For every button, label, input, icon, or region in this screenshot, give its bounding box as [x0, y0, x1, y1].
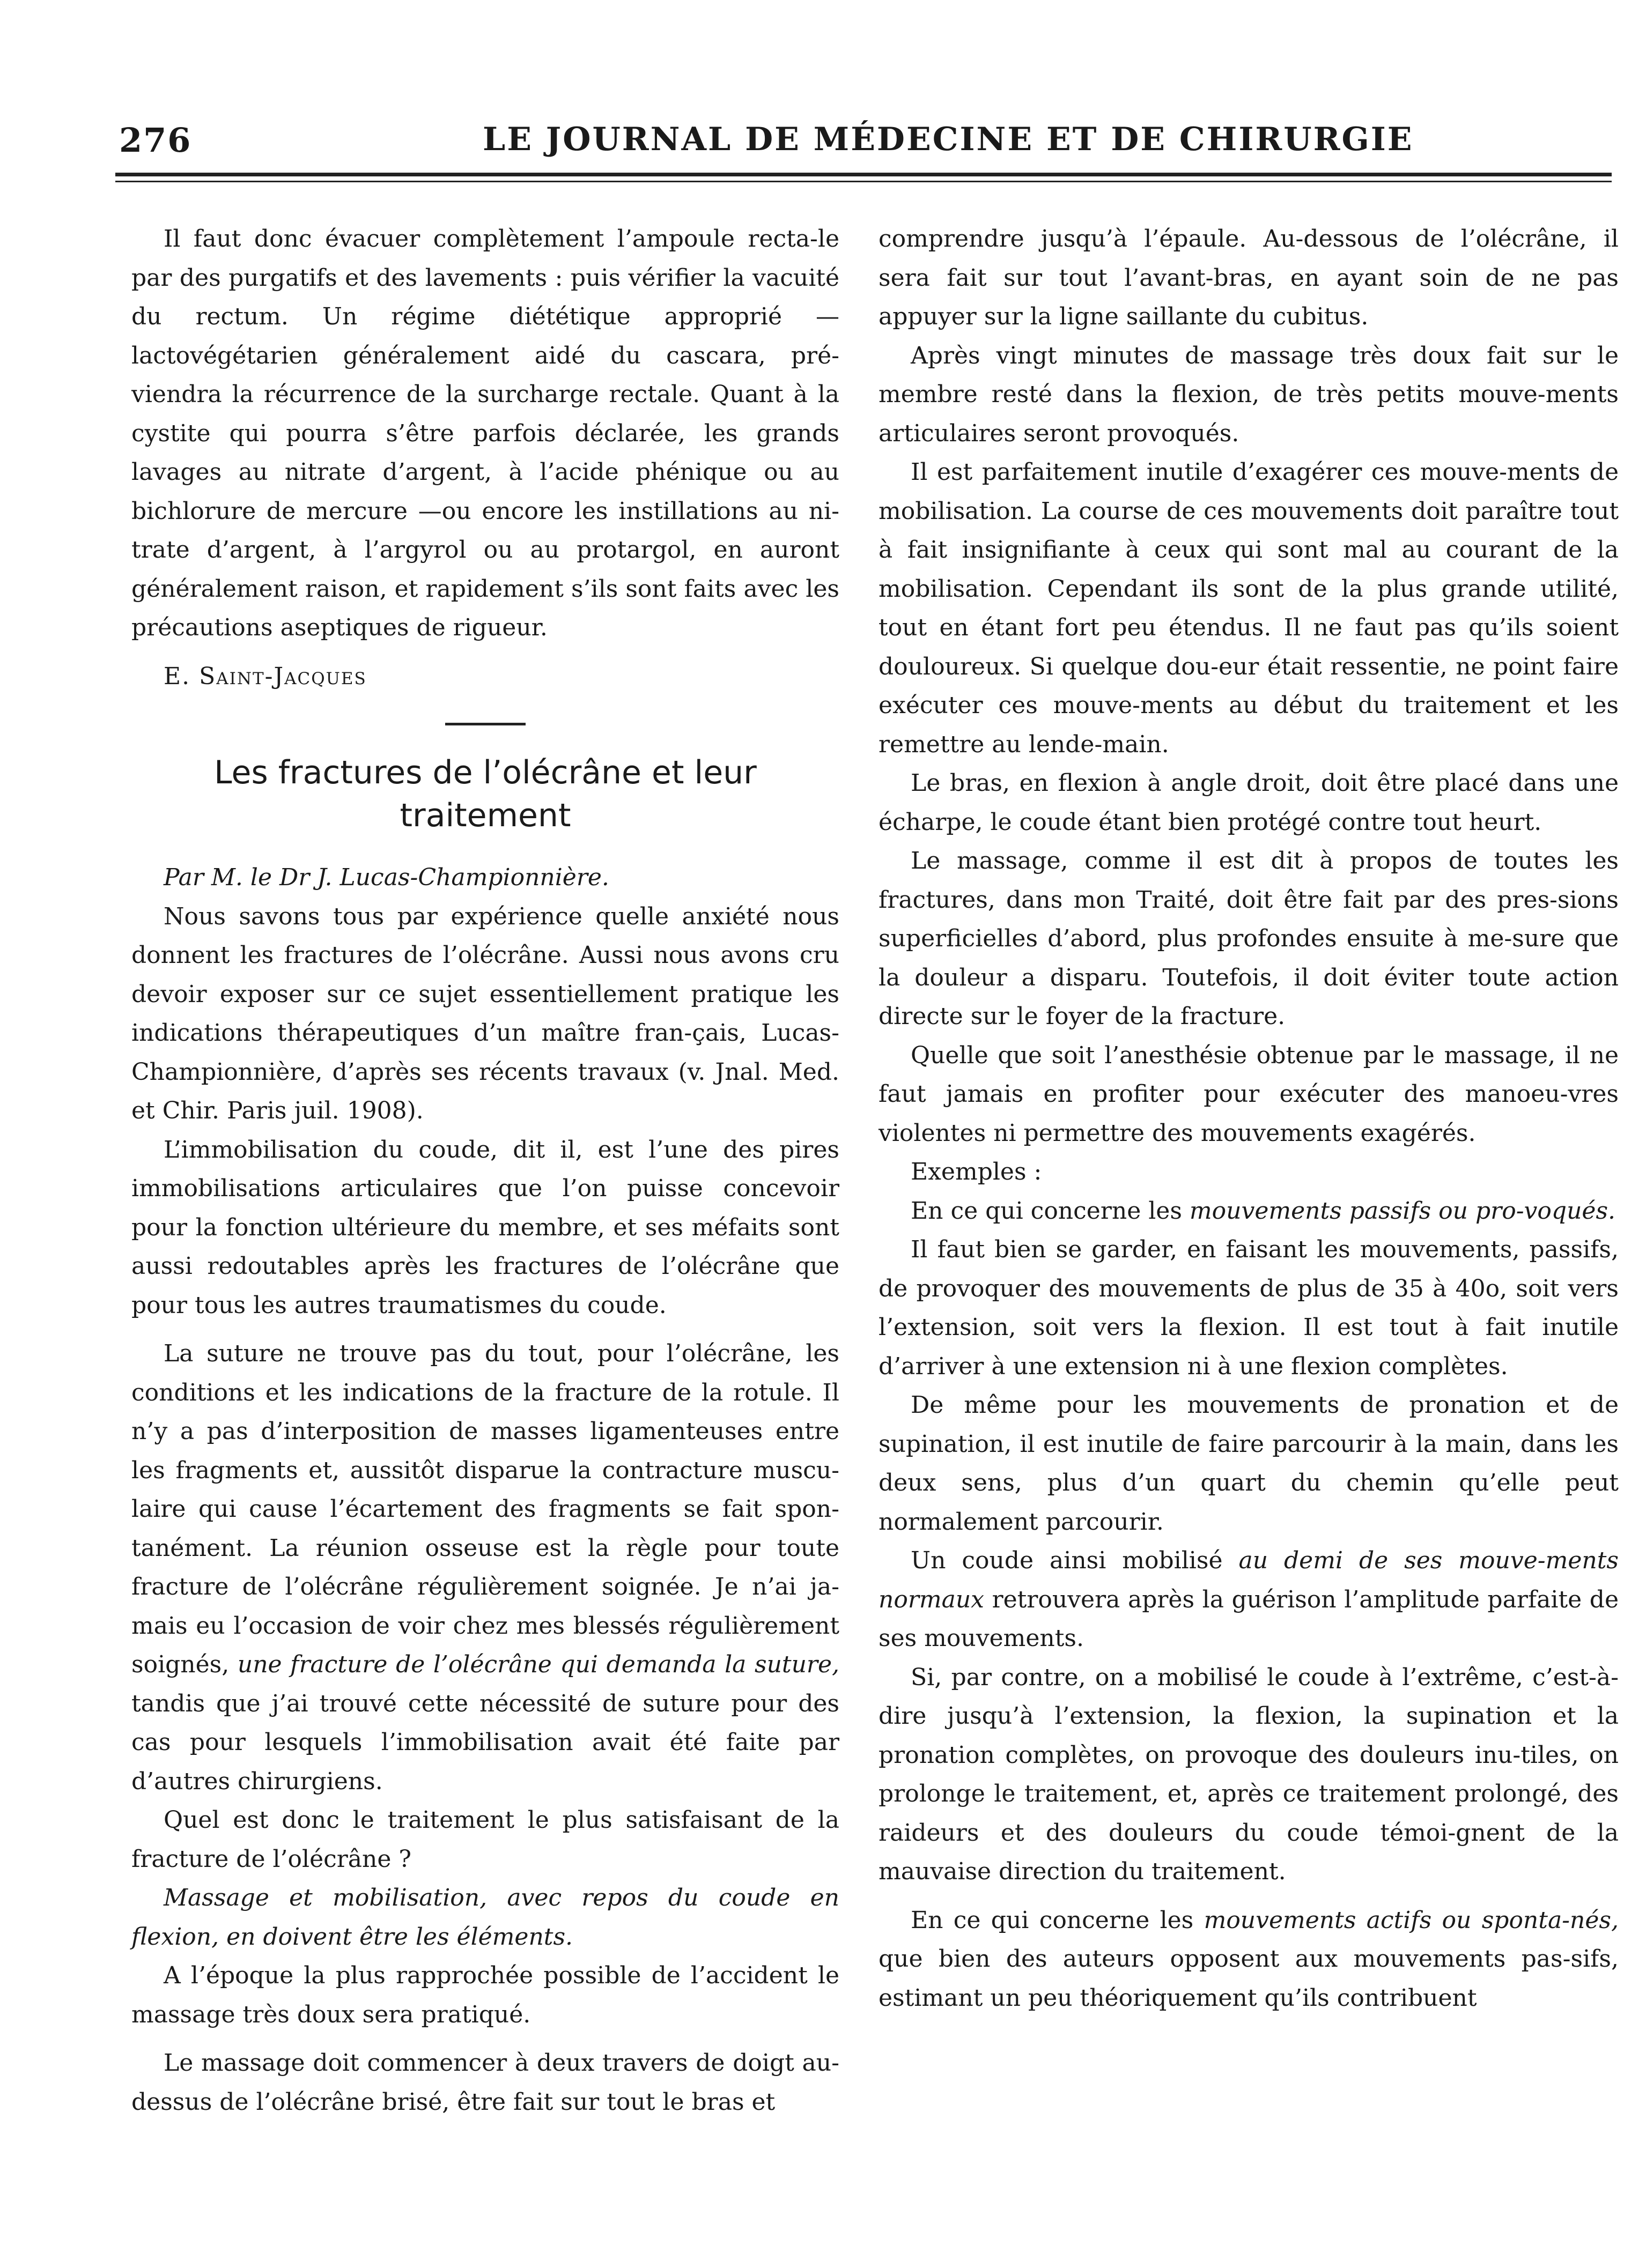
header-rule-thin [115, 181, 1612, 182]
paragraph-emphasis: mouvements passifs ou pro-voqués. [1189, 1197, 1616, 1225]
paragraph: comprendre jusqu’à l’épaule. Au-dessous de l’olécrâne, il sera fait sur tout l’avant-bras, en ayant soin de ne pas appuyer sur la ligne saillante du cubitus. [879, 225, 1619, 330]
paragraph: A l’époque la plus rapprochée possible de l’accident le massage très doux sera pratiqué. [131, 1962, 839, 2028]
paragraph: De même pour les mouvements de pronation et de supination, il est inutile de faire parcourir à la main, dans les deux sens, plus d’un quart du chemin qu’elle peut normalement parcourir. [879, 1391, 1619, 1536]
paragraph: Exemples : [911, 1158, 1042, 1185]
paragraph-emphasis: une fracture de l’olécrâne qui demanda la suture, [237, 1651, 839, 1678]
paragraph: Le bras, en flexion à angle droit, doit être placé dans une écharpe, le coude étant bien protégé contre tout heurt. [879, 769, 1619, 836]
paragraph-text: La suture ne trouve pas du tout, pour l’olécrâne, les conditions et les indications de la fracture de la rotule. Il n’y a pas d’interposition de masses ligamenteuses entre les fragments et, aussitôt disparue la contracture muscu-laire qui cause l’écartement des fragments se fait spon-tanément. La réunion osseuse est la règle pour toute fracture de l’olécrâne régulièrement soignée. Je n’ai ja-mais eu l’occasion de voir chez mes blessés régulièrement soignés, [131, 1340, 839, 1678]
paragraph: Si, par contre, on a mobilisé le coude à l’extrême, c’est-à-dire jusqu’à l’extension, la flexion, la supination et la pronation complètes, on provoque des douleurs inu-tiles, on prolonge le traitement, et, après ce traitement prolongé, des raideurs et des douleurs du coude témoi-gnent de la mauvaise direction du traitement. [879, 1663, 1619, 1885]
paragraph [131, 1335, 839, 1801]
paragraph: Quelle que soit l’anesthésie obtenue par le massage, il ne faut jamais en profiter pour exécuter des manoeu-vres violentes ni permettre des mouvements exagérés. [879, 1041, 1619, 1147]
paragraph: Quel est donc le traitement le plus satisfaisant de la fracture de l’olécrâne ? [131, 1806, 839, 1873]
paragraph: Après vingt minutes de massage très doux fait sur le membre resté dans la flexion, de très petits mouve-ments articulaires seront provoqués. [879, 342, 1619, 447]
section-separator [445, 723, 526, 725]
paragraph [879, 1901, 1619, 2018]
paragraph-emphasis: au demi de ses mouve-ments normaux [879, 1547, 1619, 1613]
paragraph-text: tandis que j’ai trouvé cette nécessité de suture pour des cas pour lesquels l’immobilisation avait été faite par d’autres chirurgiens. [131, 1689, 839, 1795]
page-number: 276 [119, 121, 192, 160]
paragraph: Il faut donc évacuer complètement l’ampoule recta-le par des purgatifs et des lavements : puis vérifier la vacuité du rectum. Un régime diététique approprié —lactovégétarien généralement aidé du cascara, pré-viendra la récurrence de la surcharge rectale. Quant à la cystite qui pourra s’être parfois déclarée, les grands lavages au nitrate d’argent, à l’acide phénique ou au bichlorure de mercure —ou encore les instillations au ni-trate d’argent, à l’argyrol ou au protargol, en auront généralement raison, et rapidement s’ils sont faits avec les précautions aseptiques de rigueur. [131, 225, 839, 641]
paragraph-text: En ce qui concerne les [911, 1197, 1190, 1225]
paragraph: Le massage doit commencer à deux travers de doigt au-dessus de l’olécrâne brisé, être fait sur tout le bras et [131, 2049, 839, 2116]
paragraph-emphasis: mouvements actifs ou sponta-nés, [1204, 1906, 1619, 1934]
page-header [0, 0, 1646, 177]
paragraph: L’immobilisation du coude, dit il, est l’une des pires immobilisations articulaires que l’on puisse concevoir pour la fonction ultérieure du membre, et ses méfaits sont aussi redoutables après les fractures de l’olécrâne que pour tous les autres traumatismes du coude. [131, 1136, 839, 1319]
paragraph-text: Un coude ainsi mobilisé [911, 1547, 1239, 1574]
paragraph [879, 1192, 1619, 1231]
right-column [879, 220, 1619, 2018]
article-title: Les fractures de l’olécrâne et leur traitement [214, 754, 757, 834]
paragraph: Nous savons tous par expérience quelle anxiété nous donnent les fractures de l’olécrâne. Aussi nous avons cru devoir exposer sur ce sujet essentiellement pratique les indications thérapeutiques d’un maître fran-çais, Lucas-Championnière, d’après ses récents travaux (v. Jnal. Med. et Chir. Paris juil. 1908). [131, 902, 839, 1124]
paragraph: Le massage, comme il est dit à propos de toutes les fractures, dans mon Traité, doit être fait par des pres-sions superficielles d’abord, plus profondes ensuite à me-sure que la douleur a disparu. Toutefois, il doit éviter toute action directe sur le foyer de la fracture. [879, 847, 1619, 1030]
paragraph: Il est parfaitement inutile d’exagérer ces mouve-ments de mobilisation. La course de ces mouvements doit paraître tout à fait insignifiante à ceux qui sont mal au courant de la mobilisation. Cependant ils sont de la plus grande utilité, tout en étant fort peu étendus. Il ne faut pas qu’ils soient douloureux. Si quelque dou-eur était ressentie, ne point faire exécuter ces mouve-ments au début du traitement et les remettre au lende-main. [879, 458, 1619, 758]
paragraph: Il faut bien se garder, en faisant les mouvements, passifs, de provoquer des mouvements de plus de 35 à 40o, soit vers l’extension, soit vers la flexion. Il est tout à fait inutile d’arriver à une extension ni à une flexion complètes. [879, 1236, 1619, 1380]
paragraph [879, 1541, 1619, 1658]
paragraph-text: que bien des auteurs opposent aux mouvements pas-sifs, estimant un peu théoriquement qu’ils contribuent [879, 1945, 1619, 2012]
paragraph-emphasis: Massage et mobilisation, avec repos du coude en flexion, en doivent être les éléments. [131, 1884, 839, 1951]
article-byline: Par M. le Dr J. Lucas-Championnière. [164, 864, 609, 891]
paragraph-text: retrouvera après la guérison l’amplitude parfaite de ses mouvements. [879, 1585, 1619, 1652]
author-signature: E. Saint-Jacques [164, 662, 367, 690]
paragraph-text: En ce qui concerne les [911, 1906, 1204, 1934]
paragraph [131, 1879, 839, 1956]
left-column [131, 220, 839, 2122]
header-rule [115, 173, 1612, 176]
journal-title: LE JOURNAL DE MÉDECINE ET DE CHIRURGIE [483, 121, 1414, 158]
